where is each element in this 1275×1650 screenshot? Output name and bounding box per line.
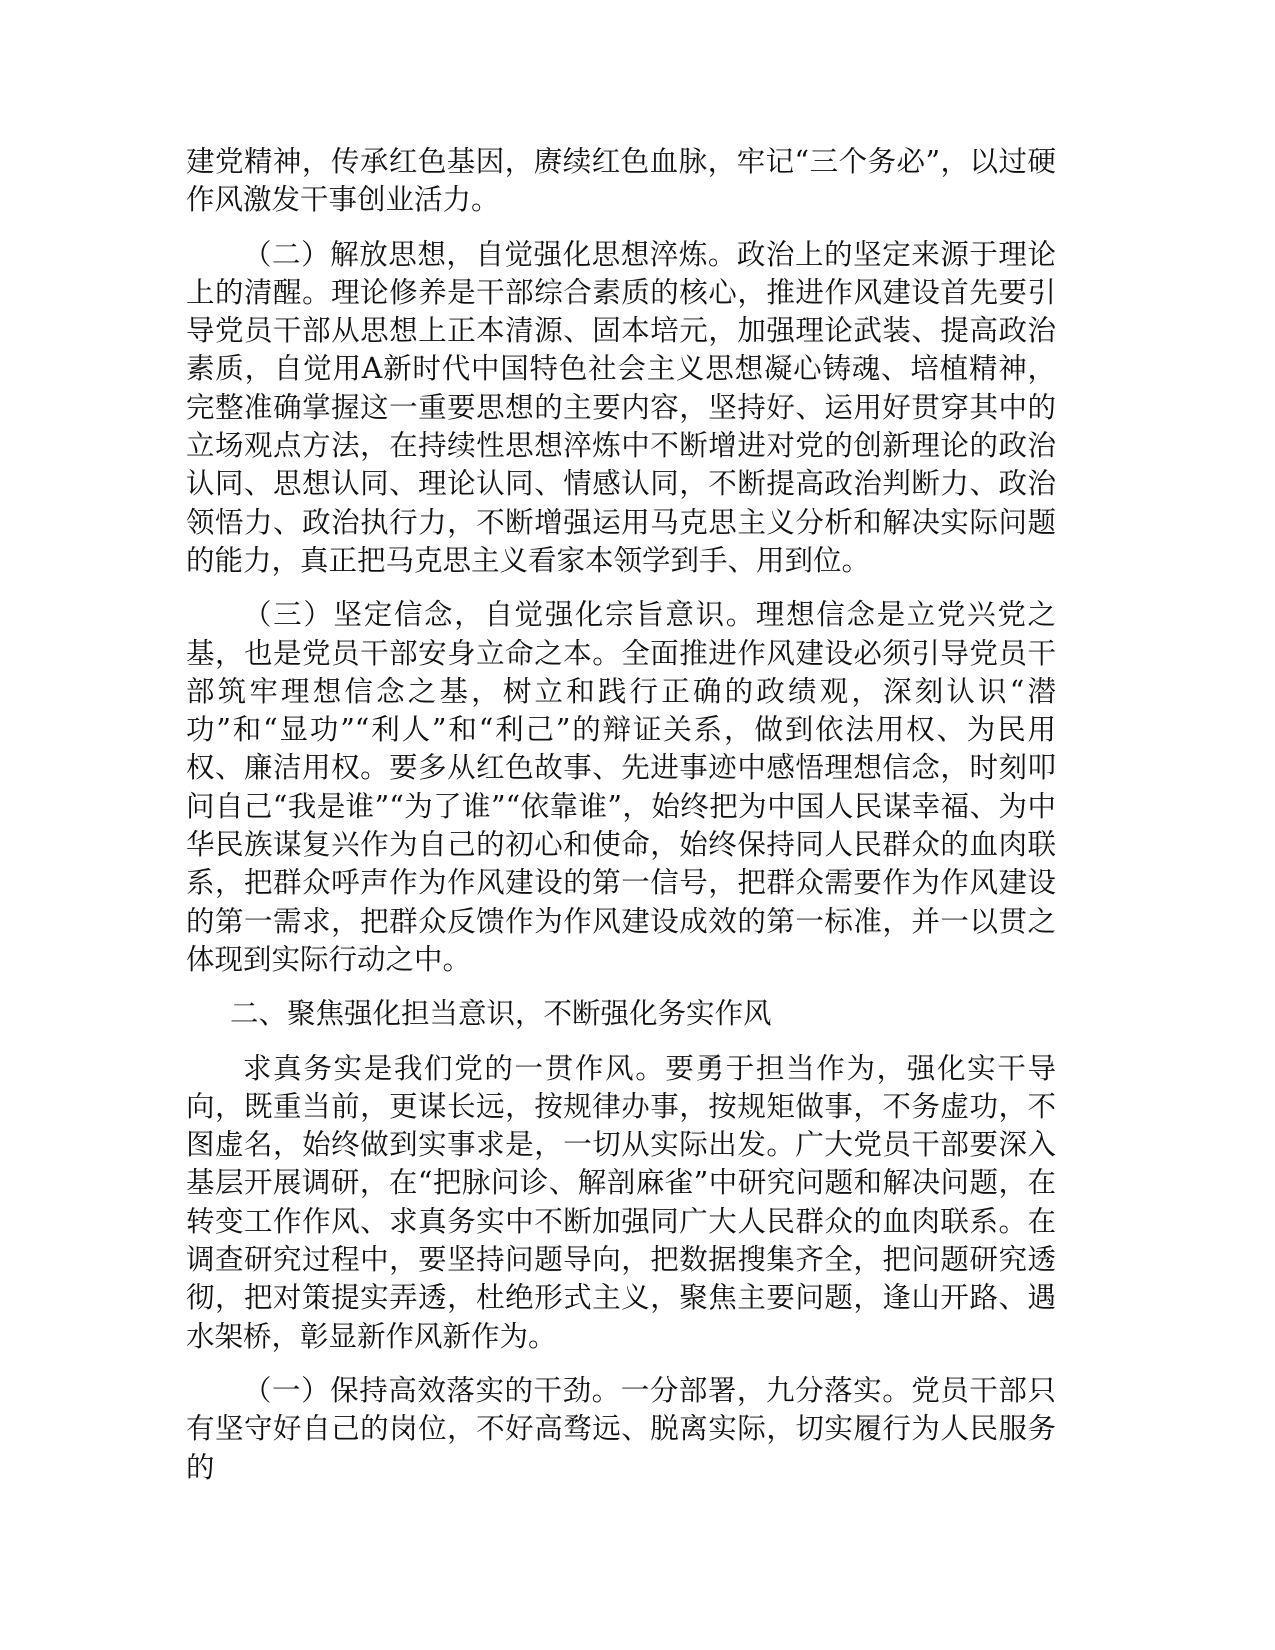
document-page <box>186 143 1056 1503</box>
paragraph-efficient-implementation: （一）保持高效落实的干劲。一分部署，九分落实。党员干部只有坚守好自己的岗位，不好高骛远、脱离实际，切实履行为人民服务的 <box>186 1373 1056 1484</box>
paragraph-seek-truth: 求真务实是我们党的一贯作风。要勇于担当作为，强化实干导向，既重当前，更谋长远，按规律办事，按规矩做事，不务虚功，不图虚名，始终做到实事求是，一切从实际出发。广大党员干部要深入基层开展调研，在“把脉问诊、解剖麻雀”中研究问题和解决问题，在转变工作作风、求真务实中不断加强同广大人民群众的血肉联系。在调查研究过程中，要坚持问题导向，把数据搜集齐全，把问题研究透彻，把对策提实弄透，杜绝形式主义，聚焦主要问题，逢山开路、遇水架桥，彰显新作风新作为。 <box>186 1051 1056 1353</box>
paragraph-liberate-thinking: （二）解放思想，自觉强化思想淬炼。政治上的坚定来源于理论上的清醒。理论修养是干部综合素质的核心，推进作风建设首先要引导党员干部从思想上正本清源、固本培元，加强理论武装、提高政治素质，自觉用A新时代中国特色社会主义思想凝心铸魂、培植精神，完整准确掌握这一重要思想的主要内容，坚持好、运用好贯穿其中的立场观点方法，在持续性思想淬炼中不断增进对党的创新理论的政治认同、思想认同、理论认同、情感认同，不断提高政治判断力、政治领悟力、政治执行力，不断增强运用马克思主义分析和解决实际问题的能力，真正把马克思主义看家本领学到手、用到位。 <box>186 237 1056 577</box>
paragraph-continuation: 建党精神，传承红色基因，赓续红色血脉，牢记“三个务必”，以过硬作风激发干事创业活力。 <box>186 145 1056 217</box>
section-heading-2: 二、聚焦强化担当意识，不断强化务实作风 <box>230 997 772 1031</box>
paragraph-firm-belief: （三）坚定信念，自觉强化宗旨意识。理想信念是立党兴党之基，也是党员干部安身立命之本。全面推进作风建设必须引导党员干部筑牢理想信念之基，树立和践行正确的政绩观，深刻认识“潜功”和“显功”“利人”和“利己”的辩证关系，做到依法用权、为民用权、廉洁用权。要多从红色故事、先进事迹中感悟理想信念，时刻叩问自己“我是谁”“为了谁”“依靠谁”，始终把为中国人民谋幸福、为中华民族谋复兴作为自己的初心和使命，始终保持同人民群众的血肉联系，把群众呼声作为作风建设的第一信号，把群众需要作为作风建设的第一需求，把群众反馈作为作风建设成效的第一标准，并一以贯之体现到实际行动之中。 <box>186 598 1056 976</box>
